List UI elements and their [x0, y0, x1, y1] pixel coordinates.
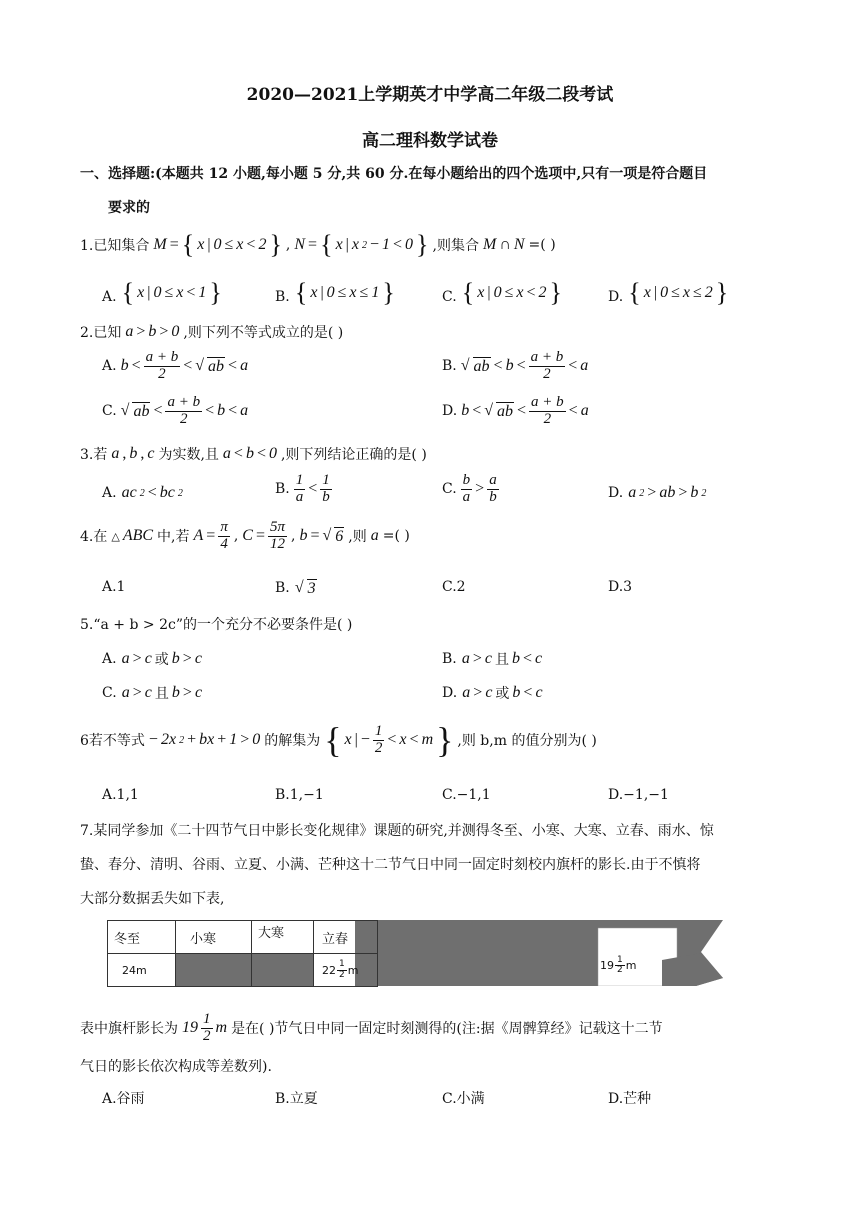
table-row: [108, 921, 378, 954]
q1-tail: =( ): [528, 237, 556, 253]
q3-option-c[interactable]: C. $\frac{b}{a}$ > $\frac{a}{b}$: [442, 472, 497, 505]
q1-set-m: M = { x | 0 ≤ x < 2 }: [153, 230, 282, 259]
q3-option-d[interactable]: D. a 2 > ab > b 2: [608, 484, 707, 501]
q6-option-a[interactable]: A.1,1: [102, 787, 139, 803]
q7-option-a[interactable]: A.谷雨: [102, 1091, 145, 1107]
table-header-cell: 立春: [314, 921, 378, 954]
q6-option-b[interactable]: B.1,−1: [275, 787, 324, 803]
q5-option-c[interactable]: C. a > c 且 b > c: [102, 684, 203, 702]
table-missing-cell: [176, 954, 252, 987]
table-value-cell: 24m: [108, 954, 176, 987]
question-7-line2: 蛰、春分、清明、谷雨、立夏、小满、芒种这十二节气日中同一固定时刻校内旗杆的影长.由于不慎将: [80, 857, 701, 873]
question-1: 1.已知集合 M = { x | 0 ≤ x < 2 } , N = { x | x 2 − 1 < 0 } ,则集合 M ∩ N =( ): [80, 230, 556, 259]
q2-option-c[interactable]: C. √ ab < $\frac{a + b}{2}$ < b < a: [102, 394, 249, 427]
q1-set-n: N = { x | x 2 − 1 < 0 }: [294, 230, 429, 259]
q2-option-a[interactable]: A. b < $\frac{a + b}{2}$ < √ ab < a: [102, 349, 249, 382]
q4-option-b[interactable]: B. √ 3: [275, 579, 316, 597]
exam-title: 2020—2021上学期英才中学高二年级二段考试: [246, 85, 614, 105]
section-heading-cont: 要求的: [108, 200, 150, 216]
question-2: 2.已知 a > b > 0 ,则下列不等式成立的是( ): [80, 323, 344, 341]
exam-subtitle: 高二理科数学试卷: [362, 131, 498, 151]
q7-option-b[interactable]: B.立夏: [275, 1091, 318, 1107]
table-grid: [107, 920, 378, 987]
q7-option-d[interactable]: D.芒种: [608, 1091, 652, 1107]
question-3: 3.若 a , b , c 为实数,且 a < b < 0 ,则下列结论正确的是( ): [80, 445, 427, 463]
question-7-followup: 表中旗杆影长为 19 $\frac{1}{2}$ m 是在( )节气日中同一固定时刻测得的(注:据《周髀算经》记载这十二节: [80, 1011, 663, 1044]
table-header-cell: 小寒: [176, 921, 252, 954]
table-header-cell: 冬至: [108, 921, 176, 954]
q4-option-a[interactable]: A.1: [102, 579, 126, 595]
table-row: [108, 954, 378, 987]
q7-option-c[interactable]: C.小满: [442, 1091, 485, 1107]
table-header-cell: 大寒: [252, 921, 314, 954]
section-heading: 一、选择题:(本题共 12 小题,每小题 5 分,共 60 分.在每小题给出的四个选项中,只有一项是符合题目: [80, 166, 708, 182]
q6-option-c[interactable]: C.−1,1: [442, 787, 491, 803]
question-5: 5.“a + b > 2c”的一个充分不必要条件是( ): [80, 617, 353, 633]
q1-option-a[interactable]: A. { x | 0 ≤ x < 1 }: [102, 278, 222, 307]
q1-option-c[interactable]: C. { x | 0 ≤ x < 2 }: [442, 278, 562, 307]
table-fragment-value: 19 $\frac{1}{2}$ m: [600, 955, 637, 976]
question-6: 6若不等式 − 2x 2 + bx + 1 > 0 的解集为 { x | − $\frac{1}{2}$ < x < m } ,则 b,m 的值分别为( ): [80, 720, 597, 760]
q5-option-d[interactable]: D. a > c 或 b < c: [442, 684, 543, 702]
q4-option-c[interactable]: C.2: [442, 579, 466, 595]
question-7-line3: 大部分数据丢失如下表,: [80, 891, 225, 907]
q3-option-a[interactable]: A. ac 2 < bc 2: [102, 484, 183, 501]
shadow-length-table: [107, 920, 723, 986]
table-missing-cell: [252, 954, 314, 987]
q2-option-d[interactable]: D. b < √ ab < $\frac{a + b}{2}$ < a: [442, 394, 589, 427]
question-7-line1: 7.某同学参加《二十四节气日中影长变化规律》课题的研究,并测得冬至、小寒、大寒、立春、雨水、惊: [80, 823, 714, 839]
question-7-note: 气日的影长依次构成等差数列).: [80, 1059, 272, 1075]
q1-intersection: M ∩ N: [482, 236, 525, 253]
q6-option-d[interactable]: D.−1,−1: [608, 787, 669, 803]
q1-option-d[interactable]: D. { x | 0 ≤ x ≤ 2 }: [608, 278, 729, 307]
q3-option-b[interactable]: B. $\frac{1}{a}$ < $\frac{1}{b}$: [275, 472, 330, 505]
q1-prefix: 1.已知集合: [80, 238, 150, 254]
q1-suffix: ,则集合: [432, 238, 479, 254]
q2-option-b[interactable]: B. √ ab < b < $\frac{a + b}{2}$ < a: [442, 349, 589, 382]
q1-option-b[interactable]: B. { x | 0 ≤ x ≤ 1 }: [275, 278, 395, 307]
q5-option-a[interactable]: A. a > c 或 b > c: [102, 650, 202, 668]
q5-option-b[interactable]: B. a > c 且 b < c: [442, 650, 543, 668]
q4-option-d[interactable]: D.3: [608, 579, 633, 595]
table-value-cell: 22 $\frac{1}{2}$ m: [314, 954, 378, 987]
question-4: 4.在 △ ABC 中,若 A = $\frac{\pi}{4}$ , C = $\frac{5\pi}{12}$ , b = √ 6 ,则 a =( ): [80, 519, 410, 552]
